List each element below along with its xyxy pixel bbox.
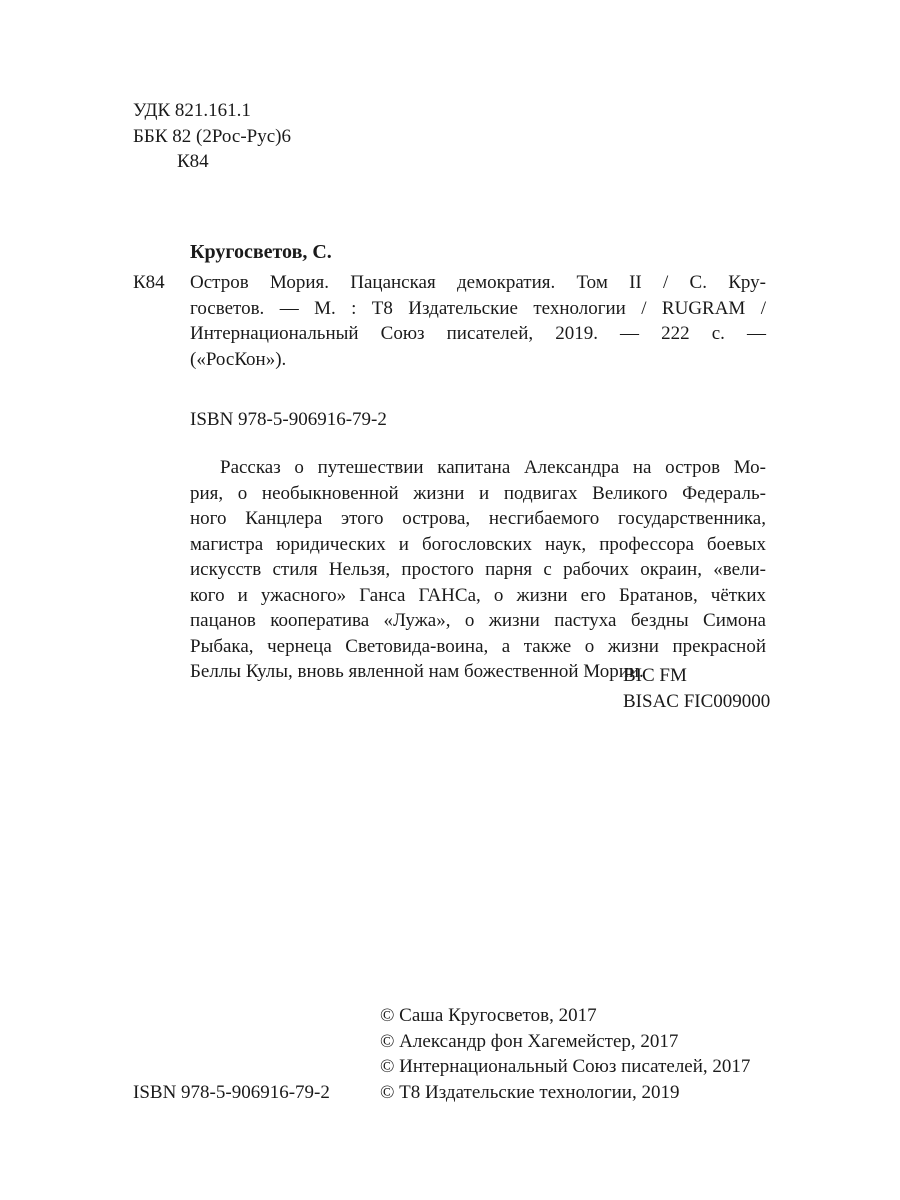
bibliographic-description — [190, 270, 766, 372]
copyright-line: © Саша Кругосветов, 2017 — [380, 1005, 597, 1026]
bbk-code: ББК 82 (2Рос-Рус)6 — [133, 125, 291, 147]
cutter-code-top: К84 — [177, 151, 209, 172]
abstract-line: Рассказ о путешествии капитана Александра на остров Мо- — [220, 457, 766, 478]
copyright-line: © Т8 Издательские технологии, 2019 — [380, 1081, 680, 1103]
isbn-entry: ISBN 978-5-906916-79-2 — [190, 409, 387, 430]
bisac-code: BISAC FIC009000 — [623, 690, 771, 712]
copyright-line: © Интернациональный Союз писателей, 2017 — [380, 1056, 751, 1077]
description-line: («РосКон»). — [190, 348, 287, 370]
author-heading: Кругосветов, С. — [190, 241, 332, 263]
footer-isbn: ISBN 978-5-906916-79-2 — [133, 1082, 330, 1103]
abstract-line: Рыбака, чернеца Световида-воина, а также о жизни прекрасной — [190, 635, 766, 657]
abstract-paragraph — [190, 455, 766, 685]
copyright-block — [380, 1003, 750, 1105]
udk-code: УДК 821.161.1 — [133, 100, 251, 121]
abstract-line: Беллы Кулы, вновь явленной нам божественной Мории. — [190, 661, 644, 682]
description-line: госветов. — М. : Т8 Издательские технологии / RUGRAM / — [190, 297, 766, 319]
subject-codes — [623, 663, 770, 714]
abstract-line: ного Канцлера этого острова, несгибаемого государственника, — [190, 508, 766, 529]
bic-code: BIC FM — [623, 665, 687, 686]
classification-block — [133, 98, 291, 175]
copyright-line: © Александр фон Хагемейстер, 2017 — [380, 1030, 679, 1052]
cutter-code-entry: К84 — [133, 272, 165, 293]
abstract-line: магистра юридических и богословских наук, профессора боевых — [190, 533, 766, 555]
abstract-line: искусств стиля Нельзя, простого парня с рабочих окраин, «вели- — [190, 559, 766, 580]
description-line: Интернациональный Союз писателей, 2019. — 222 с. — — [190, 323, 766, 344]
abstract-line: кого и ужасного» Ганса ГАНСа, о жизни его Братанов, чётких — [190, 584, 766, 606]
description-line: Остров Мория. Пацанская демократия. Том II / С. Кру- — [190, 272, 766, 293]
abstract-line: рия, о необыкновенной жизни и подвигах Великого Федераль- — [190, 482, 766, 504]
abstract-line: пацанов кооператива «Лужа», о жизни пастуха бездны Симона — [190, 610, 766, 631]
